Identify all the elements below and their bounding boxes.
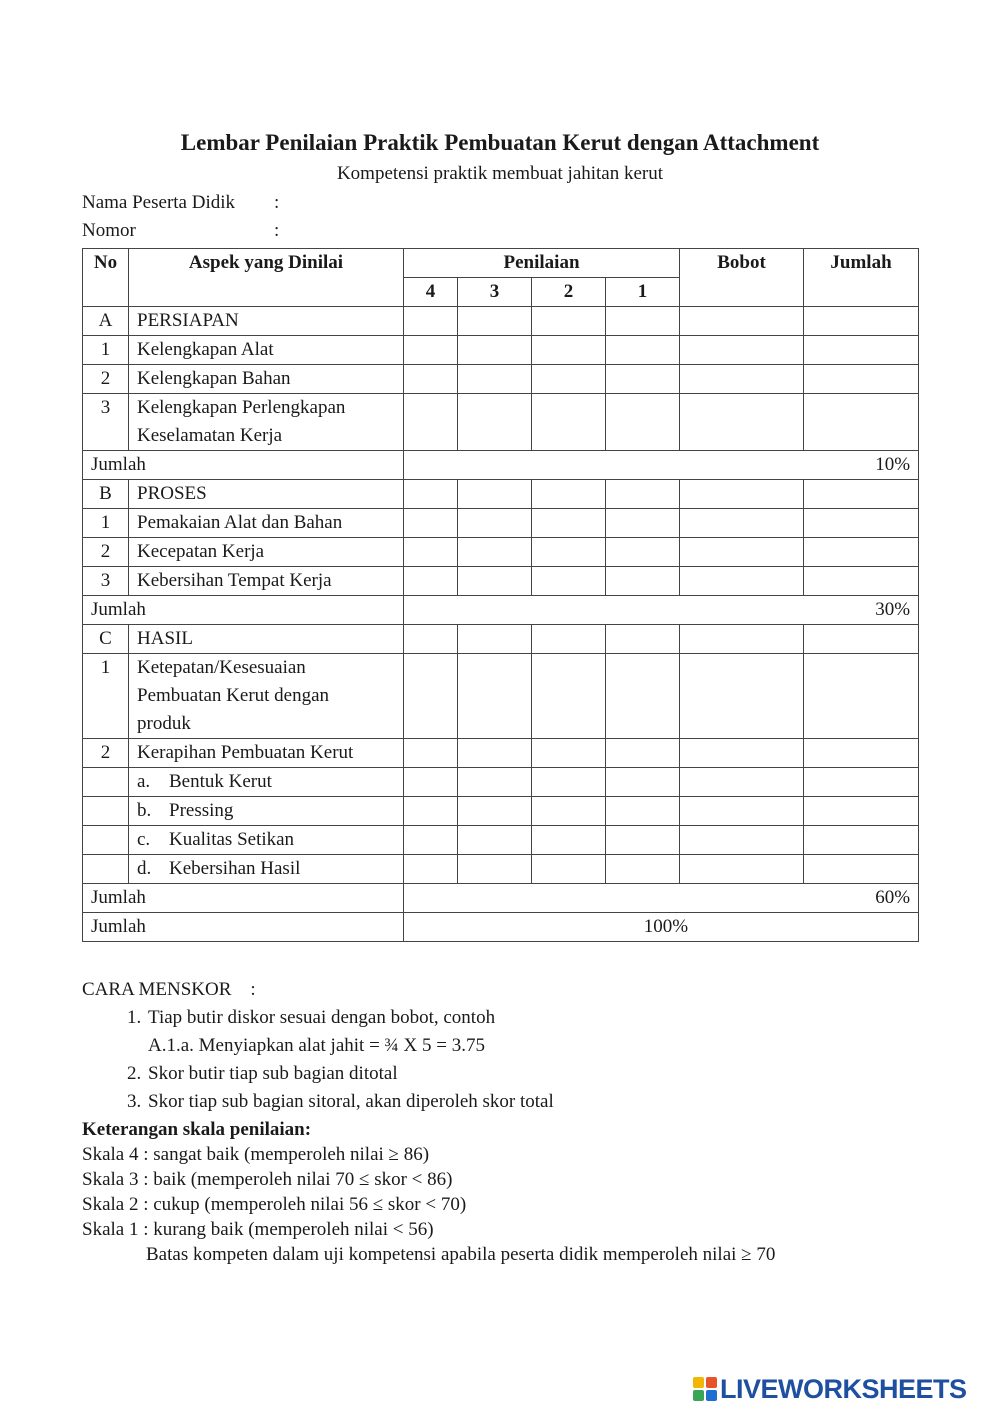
sub-letter: c. <box>137 829 151 850</box>
grand-total-label: Jumlah <box>83 913 404 942</box>
legend-note: Batas kompeten dalam uji kompetensi apabila peserta didik memperoleh nilai ≥ 70 <box>146 1244 776 1265</box>
header-aspek: Aspek yang Dinilai <box>129 249 404 307</box>
section-code: A <box>83 307 129 336</box>
row-subaspect <box>129 797 404 826</box>
sub-text: Bentuk Kerut <box>169 771 272 792</box>
logo-square <box>706 1377 717 1388</box>
field-sep: : <box>274 220 280 241</box>
header-bobot: Bobot <box>680 249 804 307</box>
sub-text: Kualitas Setikan <box>169 829 295 850</box>
row-no: 2 <box>83 739 129 768</box>
section-name: PROSES <box>129 480 404 509</box>
legend-scale: Skala 2 : cukup (memperoleh nilai 56 ≤ skor < 70) <box>82 1194 467 1215</box>
header-no: No <box>83 249 129 307</box>
document-subtitle: Kompetensi praktik membuat jahitan kerut <box>336 163 664 184</box>
logo-square <box>706 1390 717 1401</box>
subtotal-label: Jumlah <box>83 451 404 480</box>
legend-scale: Skala 3 : baik (memperoleh nilai 70 ≤ skor < 86) <box>82 1169 453 1190</box>
table-row <box>83 538 919 567</box>
list-item: 3. Skor tiap sub bagian sitoral, akan diperoleh skor total <box>146 1088 942 1116</box>
table-row <box>83 654 919 739</box>
sub-letter: d. <box>137 858 152 879</box>
header-score-1: 1 <box>606 278 680 307</box>
table-subrow <box>83 797 919 826</box>
row-aspect-line: produk <box>137 713 191 734</box>
scoring-section <box>82 976 942 1116</box>
legend-heading: Keterangan skala penilaian: <box>82 1119 312 1140</box>
section-row <box>83 625 919 654</box>
header-score-4: 4 <box>404 278 458 307</box>
subtotal-value: 10% <box>404 451 919 480</box>
liveworksheets-logo <box>693 1374 967 1404</box>
table-row <box>83 394 919 451</box>
scoring-step-text: 1. Tiap butir diskor sesuai dengan bobot, contoh <box>148 1007 496 1028</box>
row-aspect: Kerapihan Pembuatan Kerut <box>129 739 404 768</box>
field-sep: : <box>274 192 280 213</box>
sub-letter: b. <box>137 800 152 821</box>
row-aspect: Kecepatan Kerja <box>129 538 404 567</box>
row-aspect: Pemakaian Alat dan Bahan <box>129 509 404 538</box>
row-subaspect <box>129 768 404 797</box>
row-aspect-line: Pembuatan Kerut dengan <box>137 685 330 706</box>
row-aspect-line: Kelengkapan Perlengkapan <box>137 397 346 418</box>
row-no: 2 <box>83 365 129 394</box>
table-row <box>83 365 919 394</box>
row-no: 1 <box>83 336 129 365</box>
row-no: 1 <box>83 509 129 538</box>
assessment-table <box>82 248 919 942</box>
row-subaspect <box>129 855 404 884</box>
row-aspect: Kebersihan Tempat Kerja <box>129 567 404 596</box>
subtotal-row <box>83 596 919 625</box>
section-code: B <box>83 480 129 509</box>
logo-text: LIVEWORKSHEETS <box>720 1373 967 1404</box>
subtotal-label: Jumlah <box>83 596 404 625</box>
sub-text: Pressing <box>169 800 234 821</box>
table-row <box>83 739 919 768</box>
row-aspect: Kelengkapan Bahan <box>129 365 404 394</box>
subtotal-label: Jumlah <box>83 884 404 913</box>
sub-text: Kebersihan Hasil <box>169 858 301 879</box>
field-nama-peserta[interactable] <box>82 192 279 214</box>
scoring-steps <box>82 1004 942 1116</box>
header-penilaian: Penilaian <box>404 249 680 278</box>
table-row <box>83 336 919 365</box>
subtotal-value: 60% <box>404 884 919 913</box>
scoring-heading <box>82 976 942 1004</box>
scoring-heading-text: CARA MENSKOR <box>82 979 232 1000</box>
subtotal-row <box>83 884 919 913</box>
row-aspect-line: Keselamatan Kerja <box>137 425 283 446</box>
table-subrow <box>83 768 919 797</box>
row-aspect: Kelengkapan Alat <box>129 336 404 365</box>
list-item <box>146 1004 942 1060</box>
row-aspect <box>129 394 404 451</box>
scoring-example: A.1.a. Menyiapkan alat jahit = ¾ X 5 = 3.75 <box>148 1035 485 1056</box>
subtotal-value: 30% <box>404 596 919 625</box>
row-no: 2 <box>83 538 129 567</box>
table-row <box>83 509 919 538</box>
row-no: 3 <box>83 567 129 596</box>
logo-mark-icon <box>693 1377 717 1401</box>
section-code: C <box>83 625 129 654</box>
header-score-3: 3 <box>458 278 532 307</box>
header-jumlah: Jumlah <box>804 249 919 307</box>
field-nomor[interactable] <box>82 220 279 242</box>
grand-total-value: 100% <box>404 913 919 942</box>
row-subaspect <box>129 826 404 855</box>
grand-total-row <box>83 913 919 942</box>
field-label: Nomor <box>82 220 136 241</box>
header-row <box>83 249 919 278</box>
scoring-heading-sep: : <box>250 979 256 1000</box>
section-name: HASIL <box>129 625 404 654</box>
table-subrow <box>83 855 919 884</box>
row-aspect <box>129 654 404 739</box>
list-item: 2. Skor butir tiap sub bagian ditotal <box>146 1060 942 1088</box>
subtotal-row <box>83 451 919 480</box>
table-row <box>83 567 919 596</box>
header-score-2: 2 <box>532 278 606 307</box>
logo-square <box>693 1377 704 1388</box>
document-title: Lembar Penilaian Praktik Pembuatan Kerut dengan Attachment <box>180 130 820 155</box>
row-no: 3 <box>83 394 129 451</box>
scale-legend <box>82 1117 962 1267</box>
table-subrow <box>83 826 919 855</box>
section-name: PERSIAPAN <box>129 307 404 336</box>
section-row <box>83 480 919 509</box>
row-no: 1 <box>83 654 129 739</box>
logo-square <box>693 1390 704 1401</box>
sub-letter: a. <box>137 771 151 792</box>
section-row <box>83 307 919 336</box>
legend-scale: Skala 1 : kurang baik (memperoleh nilai < 56) <box>82 1219 434 1240</box>
row-aspect-line: Ketepatan/Kesesuaian <box>137 657 306 678</box>
legend-scale: Skala 4 : sangat baik (memperoleh nilai ≥ 86) <box>82 1144 430 1165</box>
field-label: Nama Peserta Didik <box>82 192 236 213</box>
